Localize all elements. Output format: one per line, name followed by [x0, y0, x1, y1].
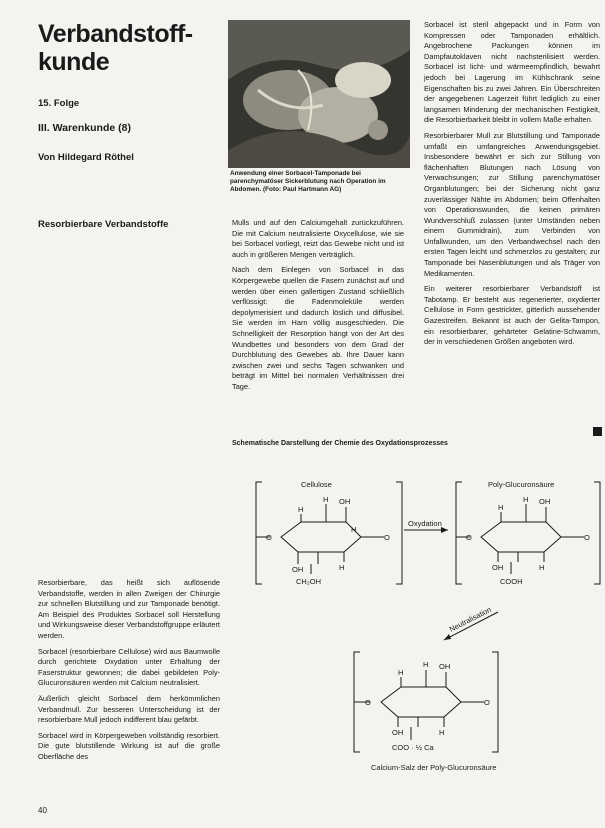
- atom-label: O: [384, 533, 390, 542]
- atom-label: OH: [492, 563, 504, 572]
- column-b: [232, 218, 404, 398]
- atom-label: O: [266, 533, 272, 542]
- atom-label: OH: [439, 662, 451, 671]
- article-photo: [228, 20, 410, 168]
- page-number: 40: [38, 806, 47, 815]
- atom-label: O: [365, 698, 371, 707]
- end-marker: [593, 427, 602, 436]
- atom-label: H: [523, 495, 529, 504]
- article-title: Verbandstoff- kunde: [38, 20, 193, 76]
- atom-label: H: [439, 728, 445, 737]
- glucuron-label: Poly-Glucuronsäure: [488, 480, 555, 489]
- atom-label: H: [423, 660, 429, 669]
- paragraph: Sorbacel ist steril abgepackt und in Form von Kompressen oder Tamponaden erhältlich. Angebrochene Packungen können im Dampfautoklaven nicht nachsterilisiert werden. Sorbacel ist licht- und wärmeempfindlich, bewahrt jedoch bei Lagerung im Kühlschrank seine Eigenschaften bis zu zwei Jahren. Ein Überschreiten der angegebenen Lagerzeit führt lediglich zu einer langsamen Minderung der mechanischen Festigkeit, die Resorbierbarkeit bleibt in vollem Maße erhalten.: [424, 20, 600, 125]
- atom-label: H: [351, 525, 357, 534]
- neutralisation-label: Neutralisation: [447, 604, 493, 634]
- atom-label: OH: [539, 497, 551, 506]
- atom-label: H: [498, 503, 504, 512]
- group-label: CH₂OH: [296, 577, 321, 586]
- atom-label: H: [323, 495, 329, 504]
- author-byline: Von Hildegard Röthel: [38, 152, 134, 163]
- atom-label: H: [339, 563, 345, 572]
- oxidation-scheme-diagram: [226, 452, 601, 782]
- group-label: COO · ½ Ca: [392, 743, 434, 752]
- paragraph: Sorbacel wird in Körpergeweben vollständig resorbiert. Die gute blutstillende Wirkung ist auf die große Oberfläche des: [38, 730, 220, 761]
- series-label: 15. Folge: [38, 98, 80, 109]
- atom-label: OH: [339, 497, 351, 506]
- section-label: III. Warenkunde (8): [38, 122, 131, 134]
- paragraph: Nach dem Einlegen von Sorbacel in das Körpergewebe quellen die Fasern zunächst auf und werden über einen gallertigen Zustand schließlich verflüssigt: die Fadenmoleküle werden depolymerisiert und dadurch löslich und diffusibel. Sie werden im Harn völlig ausgeschieden. Die Schnelligkeit der Resorption hängt von der Art des Wundbettes und besonders von dem Grad der Durchblutung des Gewebes ab. Ihre Dauer kann zwischen zwei und sechs Tagen schwanken und beträgt im Mittel bei normalen Verhältnissen drei Tage.: [232, 265, 404, 391]
- atom-label: O: [584, 533, 590, 542]
- cellulose-label: Cellulose: [301, 480, 332, 489]
- atom-label: H: [398, 668, 404, 677]
- oxidation-label: Oxydation: [408, 519, 442, 528]
- atom-label: H: [298, 505, 304, 514]
- column-a: [38, 578, 220, 768]
- scheme-title: Schematische Darstellung der Chemie des Oxydationsprozesses: [232, 440, 448, 447]
- paragraph: Mulls und auf den Calciumgehalt zurückzuführen. Die mit Calcium neutralisierte Oxycellulose, wie sie bei Sorbacel vorliegt, reizt das Gewebe nicht und ist auch in größeren Mengen verträglich.: [232, 218, 404, 259]
- paragraph: Ein weiterer resorbierbarer Verbandstoff ist Tabotamp. Er besteht aus regenerierter, oxydierter Cellulose in Form gestrickter, gitterlich aussehender Gazestreifen. Bekannt ist auch der Gelita-Tampon, ein resorbierbarer, gehärteter Gelatine-Schwamm, der in verschiedenen Größen angeboten wird.: [424, 284, 600, 347]
- atom-label: H: [539, 563, 545, 572]
- paragraph: Resorbierbare, das heißt sich auflösende Verbandstoffe, werden in allen Zweigen der Chirurgie zur schnellen Blutstillung und zur Tamponade benötigt. Am Beispiel des Produktes Sorbacel soll Herstellung und Wirkungsweise dieser Verbandstoffgruppe erläutert werden.: [38, 578, 220, 640]
- figure-caption: Anwendung einer Sorbacel-Tamponade bei parenchymatöser Sickerblutung nach Operation im Abdomen. (Foto: Paul Hartmann AG): [230, 170, 386, 193]
- subheading: Resorbierbare Verbandstoffe: [38, 219, 169, 230]
- atom-label: OH: [392, 728, 404, 737]
- group-label: COOH: [500, 577, 523, 586]
- column-c: [424, 20, 600, 353]
- paragraph: Sorbacel (resorbierbare Cellulose) wird aus Baumwolle durch gerichtete Oxydation unter Erhaltung der Faserstruktur gewonnen; die dabei gebildeten Poly-Glucuronsäuren werden mit Calcium neutralisiert.: [38, 646, 220, 688]
- atom-label: OH: [292, 565, 304, 574]
- calcium-salt-label: Calcium-Salz der Poly-Glucuronsäure: [371, 763, 497, 772]
- paragraph: Resorbierbarer Mull zur Blutstillung und Tamponade umfaßt ein umfangreiches Anwendungsgebiet. Insbesondere bewährt er sich zur Stillung von flächenhaften Blutungen nach Lösung von Verwachsungen; zur Stillung parenchymatöser Organblutungen; bei der Sicherung nicht ganz zuverlässiger Nähte im Abdomen; beim Offenhalten von Operationswunden, die keinen primären Wundverschluß zulassen (unter Umständen neben einem Gummidrain), zum Verbinden von Unfallwunden, um den Verbandwechsel nach den ersten Tagen leicht und schmerzlos zu gestalten; zur Tamponade bei Nasenblutungen und als Träger von Medikamenten.: [424, 130, 600, 278]
- atom-label: O: [466, 533, 472, 542]
- atom-label: O: [484, 698, 490, 707]
- paragraph: Äußerlich gleicht Sorbacel dem herkömmlichen Verbandmull. Zur besseren Unterscheidung ist der resorbierbare Mull jedoch indifferent blau gefärbt.: [38, 693, 220, 725]
